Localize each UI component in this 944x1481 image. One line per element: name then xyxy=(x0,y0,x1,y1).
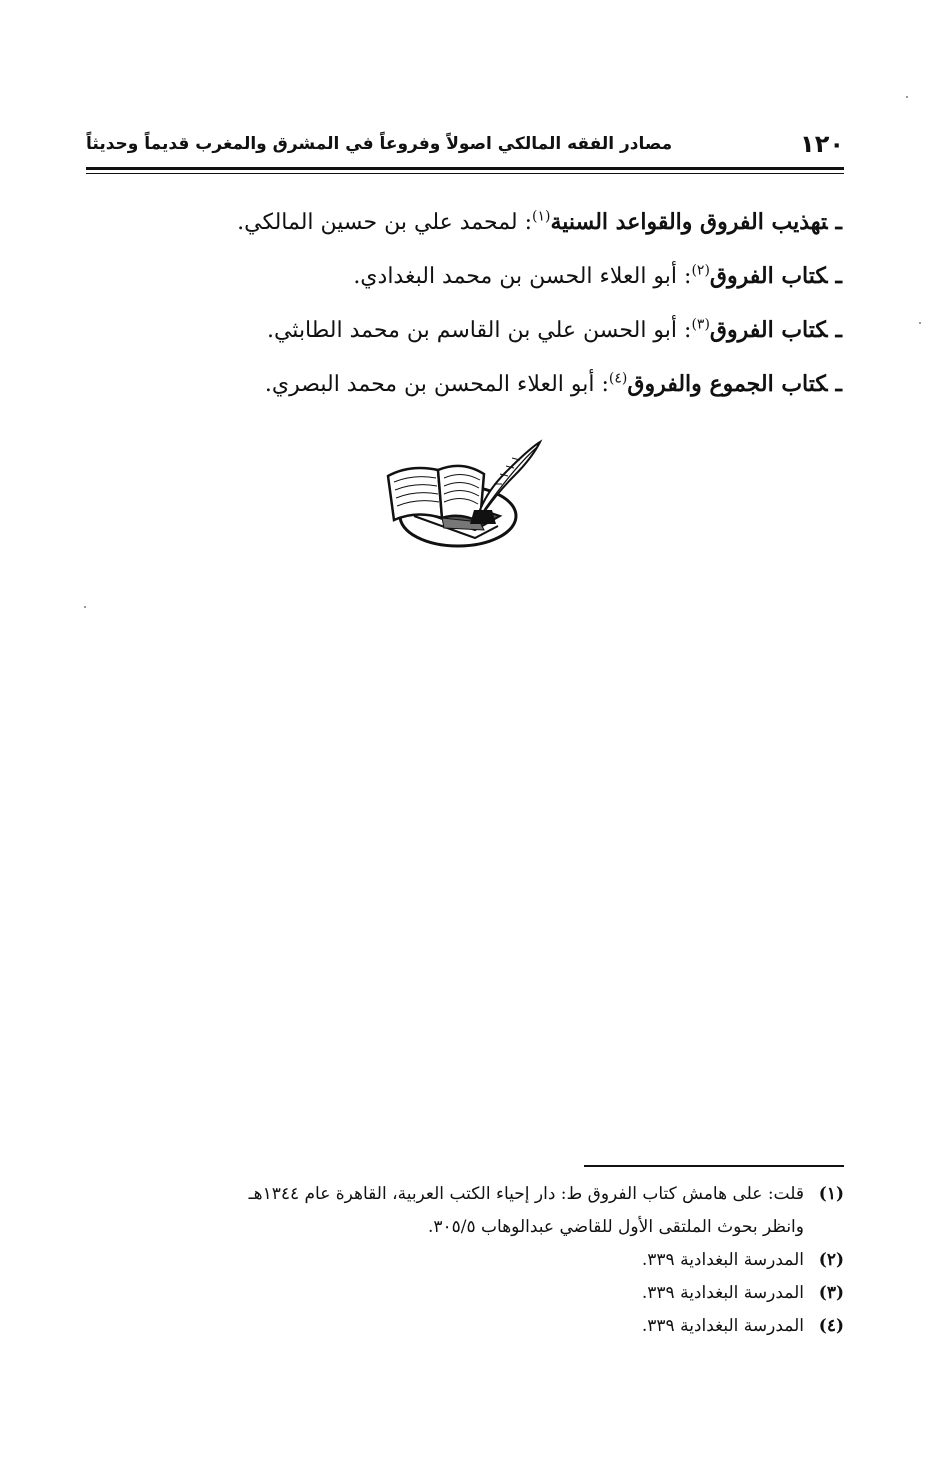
list-dash: ـ xyxy=(835,371,842,397)
footnote-text: المدرسة البغدادية ٣٣٩. xyxy=(641,1283,804,1303)
scan-speck xyxy=(919,322,921,324)
footnote-marker: (٢) xyxy=(818,1250,844,1270)
footnote-ref[interactable]: (٣) xyxy=(691,316,710,333)
scan-speck xyxy=(84,606,86,608)
page-number: ١٢٠ xyxy=(800,130,844,158)
footnote-rule xyxy=(584,1165,844,1167)
author-text: : أبو الحسن علي بن القاسم بن محمد الطابثي. xyxy=(266,318,692,343)
author-text: : أبو العلاء الحسن بن محمد البغدادي. xyxy=(353,264,692,289)
list-item xyxy=(82,357,842,411)
book-title: تهذيب الفروق والقواعد السنية xyxy=(550,209,828,235)
header-rule-thick xyxy=(86,167,844,170)
header-rule-thin xyxy=(86,173,844,174)
author-text: : أبو العلاء المحسن بن محمد البصري. xyxy=(264,372,609,397)
list-dash: ـ xyxy=(835,263,842,289)
running-title: مصادر الفقه المالكي اصولاً وفروعاً في المشرق والمغرب قديماً وحديثاً xyxy=(86,134,673,154)
list-item xyxy=(82,195,842,249)
author-text: : لمحمد علي بن حسين المالكي. xyxy=(237,210,533,235)
book-title: كتاب الجموع والفروق xyxy=(627,371,828,397)
list-dash: ـ xyxy=(835,317,842,343)
list-dash: ـ xyxy=(835,209,842,235)
footnote-marker: (٣) xyxy=(818,1283,844,1303)
footnote xyxy=(74,1277,844,1310)
footnote xyxy=(74,1310,844,1343)
list-item xyxy=(82,303,842,357)
list-item xyxy=(82,249,842,303)
footnote-text: المدرسة البغدادية ٣٣٩. xyxy=(641,1250,804,1270)
book-quill-icon xyxy=(380,438,550,553)
footnote-text-continued: وانظر بحوث الملتقى الأول للقاضي عبدالوهاب ٣٠٥/٥. xyxy=(427,1217,804,1237)
book-title: كتاب الفروق xyxy=(709,317,828,343)
footnote xyxy=(74,1178,844,1244)
footnote-marker: (٤) xyxy=(818,1316,844,1336)
scan-speck xyxy=(906,96,908,98)
book-title: كتاب الفروق xyxy=(709,263,828,289)
footnote-text: المدرسة البغدادية ٣٣٩. xyxy=(641,1316,804,1336)
footnote-ref[interactable]: (٢) xyxy=(691,262,710,279)
footnote-marker: (١) xyxy=(818,1184,844,1204)
footnote-text: قلت: على هامش كتاب الفروق ط: دار إحياء الكتب العربية، القاهرة عام ١٣٤٤هـ xyxy=(248,1184,804,1204)
footnotes xyxy=(74,1178,844,1343)
footnote-ref[interactable]: (١) xyxy=(532,208,551,225)
footnote-ref[interactable]: (٤) xyxy=(608,370,628,387)
footnote xyxy=(74,1244,844,1277)
book-list xyxy=(82,195,842,411)
